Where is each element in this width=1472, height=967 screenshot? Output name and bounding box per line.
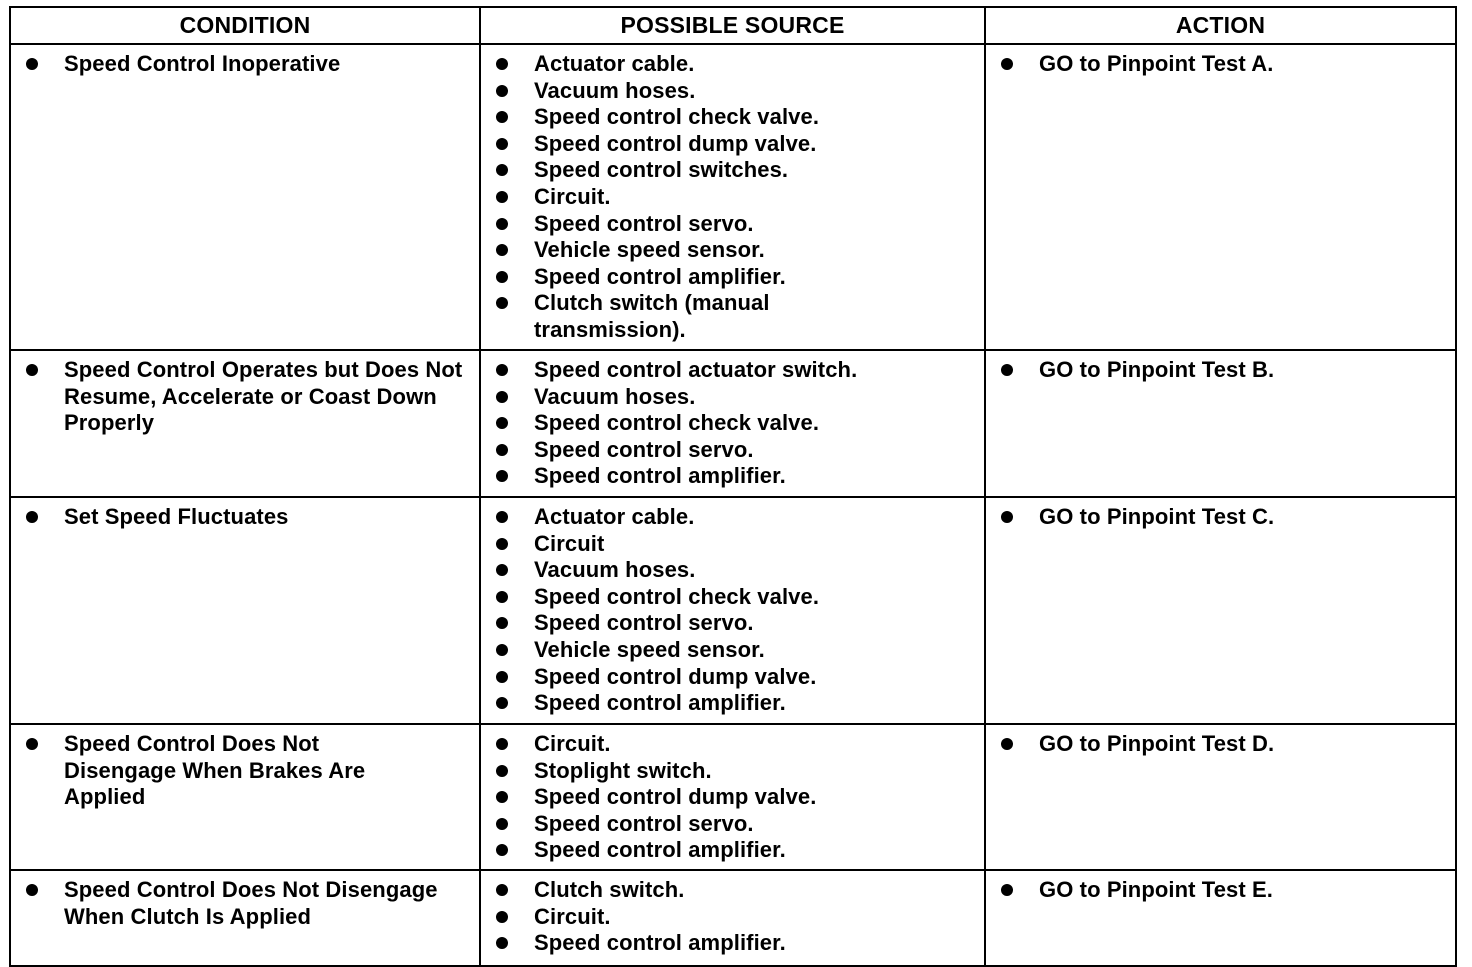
condition-text: Speed Control Does Not Disengage When Brakes Are Applied: [64, 731, 366, 810]
action-item: [994, 504, 1447, 531]
bullet-icon: [496, 364, 508, 376]
source-item: [489, 264, 976, 291]
source-item: [489, 357, 976, 384]
bullet-icon: [496, 937, 508, 949]
action-item: [994, 51, 1447, 78]
condition-cell: [10, 870, 480, 966]
bullet-icon: [496, 417, 508, 429]
bullet-icon: [1001, 364, 1013, 376]
bullet-icon: [496, 511, 508, 523]
bullet-icon: [496, 85, 508, 97]
condition-item: [19, 731, 414, 811]
bullet-icon: [496, 818, 508, 830]
source-text: Clutch switch (manual transmission).: [534, 290, 770, 342]
source-cell: [480, 497, 985, 724]
source-text: Speed control dump valve.: [534, 663, 817, 689]
source-item: [489, 237, 976, 264]
source-cell: [480, 724, 985, 870]
bullet-icon: [496, 244, 508, 256]
source-text: Vacuum hoses.: [534, 557, 696, 583]
action-text: GO to Pinpoint Test B.: [1039, 357, 1275, 382]
bullet-icon: [496, 911, 508, 923]
condition-cell: [10, 350, 480, 497]
action-cell: [985, 870, 1456, 966]
source-text: Speed control amplifier.: [534, 263, 786, 289]
source-item: [489, 811, 976, 838]
source-text: Speed control amplifier.: [534, 837, 786, 863]
source-text: Actuator cable.: [534, 51, 695, 76]
source-text: Speed control amplifier.: [534, 930, 786, 956]
bullet-icon: [496, 470, 508, 482]
condition-text: Speed Control Operates but Does Not Resume, Accelerate or Coast Down Properly: [64, 357, 463, 436]
source-text: Speed control servo.: [534, 610, 754, 636]
bullet-icon: [496, 538, 508, 550]
source-item: [489, 584, 976, 611]
bullet-icon: [496, 191, 508, 203]
source-item: [489, 463, 976, 490]
table-row: [10, 44, 1456, 350]
source-text: Circuit: [534, 530, 605, 556]
action-item: [994, 731, 1447, 758]
table-row: [10, 497, 1456, 724]
source-cell: [480, 350, 985, 497]
condition-text: Speed Control Inoperative: [64, 51, 341, 76]
source-text: Stoplight switch.: [534, 757, 712, 783]
source-text: Vacuum hoses.: [534, 77, 696, 103]
source-item: [489, 290, 814, 343]
bullet-icon: [496, 738, 508, 750]
bullet-icon: [26, 58, 38, 70]
bullet-icon: [496, 58, 508, 70]
bullet-icon: [26, 364, 38, 376]
bullet-icon: [496, 297, 508, 309]
source-item: [489, 437, 976, 464]
source-item: [489, 930, 976, 957]
source-item: [489, 157, 976, 184]
source-item: [489, 877, 976, 904]
condition-cell: [10, 44, 480, 350]
bullet-icon: [496, 564, 508, 576]
table-row: [10, 350, 1456, 497]
bullet-icon: [26, 511, 38, 523]
source-item: [489, 211, 976, 238]
header-row: [10, 7, 1456, 44]
source-item: [489, 531, 976, 558]
bullet-icon: [496, 791, 508, 803]
action-text: GO to Pinpoint Test D.: [1039, 731, 1275, 756]
action-text: GO to Pinpoint Test E.: [1039, 877, 1274, 902]
bullet-icon: [1001, 58, 1013, 70]
source-text: Vehicle speed sensor.: [534, 237, 765, 263]
source-text: Speed control dump valve.: [534, 130, 817, 156]
action-text: GO to Pinpoint Test C.: [1039, 504, 1275, 529]
source-text: Speed control servo.: [534, 210, 754, 236]
action-cell: [985, 497, 1456, 724]
source-item: [489, 904, 976, 931]
condition-text: Speed Control Does Not Disengage When Clutch Is Applied: [64, 877, 438, 929]
source-text: Vacuum hoses.: [534, 383, 696, 409]
source-item: [489, 131, 976, 158]
bullet-icon: [496, 138, 508, 150]
header-action: ACTION: [985, 7, 1456, 44]
condition-text: Set Speed Fluctuates: [64, 504, 289, 529]
bullet-icon: [496, 884, 508, 896]
source-item: [489, 384, 976, 411]
action-text: GO to Pinpoint Test A.: [1039, 51, 1274, 76]
condition-item: [19, 357, 464, 437]
bullet-icon: [26, 738, 38, 750]
bullet-icon: [1001, 738, 1013, 750]
source-text: Speed control check valve.: [534, 410, 820, 436]
condition-item: [19, 877, 474, 930]
bullet-icon: [496, 617, 508, 629]
source-item: [489, 504, 976, 531]
source-text: Speed control switches.: [534, 157, 789, 183]
source-item: [489, 78, 976, 105]
condition-cell: [10, 497, 480, 724]
table-row: [10, 724, 1456, 870]
bullet-icon: [496, 164, 508, 176]
source-item: [489, 410, 976, 437]
bullet-icon: [496, 591, 508, 603]
source-text: Speed control dump valve.: [534, 784, 817, 810]
action-item: [994, 877, 1447, 904]
header-condition: CONDITION: [10, 7, 480, 44]
source-text: Vehicle speed sensor.: [534, 636, 765, 662]
action-item: [994, 357, 1447, 384]
source-item: [489, 610, 976, 637]
bullet-icon: [496, 844, 508, 856]
bullet-icon: [496, 765, 508, 777]
source-item: [489, 557, 976, 584]
bullet-icon: [496, 271, 508, 283]
header-possible-source: POSSIBLE SOURCE: [480, 7, 985, 44]
bullet-icon: [496, 444, 508, 456]
source-text: Speed control servo.: [534, 810, 754, 836]
source-item: [489, 731, 976, 758]
source-item: [489, 51, 976, 78]
source-text: Clutch switch.: [534, 877, 685, 902]
action-cell: [985, 350, 1456, 497]
source-text: Circuit.: [534, 183, 611, 209]
source-item: [489, 184, 976, 211]
source-item: [489, 664, 976, 691]
source-text: Circuit.: [534, 731, 611, 756]
source-text: Speed control amplifier.: [534, 690, 786, 716]
action-cell: [985, 44, 1456, 350]
table-row: [10, 870, 1456, 966]
bullet-icon: [496, 111, 508, 123]
source-item: [489, 837, 976, 864]
bullet-icon: [496, 391, 508, 403]
source-text: Speed control check valve.: [534, 104, 820, 130]
source-cell: [480, 870, 985, 966]
diagnosis-table: [9, 6, 1457, 967]
source-text: Speed control servo.: [534, 436, 754, 462]
source-cell: [480, 44, 985, 350]
bullet-icon: [496, 697, 508, 709]
action-cell: [985, 724, 1456, 870]
source-item: [489, 784, 976, 811]
bullet-icon: [1001, 884, 1013, 896]
source-item: [489, 637, 976, 664]
source-item: [489, 758, 976, 785]
source-text: Actuator cable.: [534, 504, 695, 529]
bullet-icon: [496, 218, 508, 230]
source-text: Speed control check valve.: [534, 583, 820, 609]
source-item: [489, 104, 976, 131]
condition-item: [19, 504, 471, 531]
source-text: Circuit.: [534, 903, 611, 929]
bullet-icon: [1001, 511, 1013, 523]
condition-cell: [10, 724, 480, 870]
condition-item: [19, 51, 471, 78]
bullet-icon: [496, 644, 508, 656]
source-text: Speed control actuator switch.: [534, 357, 858, 382]
bullet-icon: [496, 671, 508, 683]
source-text: Speed control amplifier.: [534, 463, 786, 489]
bullet-icon: [26, 884, 38, 896]
source-item: [489, 690, 976, 717]
